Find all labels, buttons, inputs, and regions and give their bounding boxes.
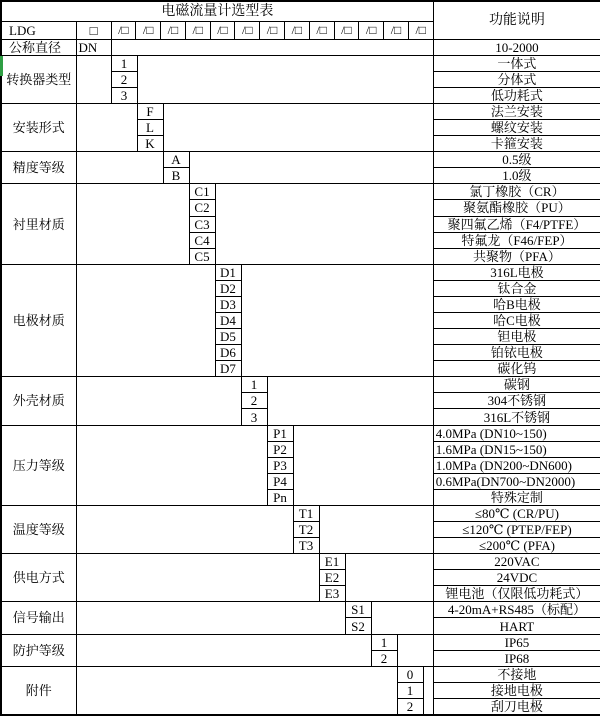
option-description: ≤80℃ (CR/PU) [433,505,600,521]
option-description: 特殊定制 [433,489,600,505]
option-code: P4 [267,473,293,489]
option-description: 不接地 [433,666,600,682]
category-label: 外壳材质 [1,377,76,425]
category-label: 衬里材质 [1,184,76,264]
model-code-box: /□ [235,22,260,39]
model-code-boxes [111,21,433,39]
option-code: P1 [267,425,293,441]
option-description: 4.0MPa (DN10~150) [433,425,600,441]
option-code: D5 [215,329,241,345]
spacer-cell [267,377,433,425]
option-code: P3 [267,457,293,473]
option-description: ≤120℃ (PTEP/FEP) [433,522,600,538]
option-code: DN [76,39,111,55]
option-code: C1 [189,184,215,200]
category-label: 电极材质 [1,264,76,377]
option-description: 24VDC [433,570,600,586]
option-code: F [137,103,163,119]
option-description: 锂电池（仅限低功耗式） [433,586,600,602]
spacer-cell [345,554,433,602]
option-code: 3 [241,409,267,425]
option-description: 316L不锈钢 [433,409,600,425]
spacer-cell [76,425,267,505]
option-description: IP68 [433,650,600,666]
option-description: 哈B电极 [433,296,600,312]
option-code: E1 [319,554,345,570]
option-description: ≤200℃ (PFA) [433,538,600,554]
category-label: 转换器类型 [1,55,76,103]
option-description: 一体式 [433,55,600,71]
model-code-box: /□ [285,22,310,39]
option-description: 法兰安装 [433,103,600,119]
model-code-box: /□ [211,22,236,39]
model-prefix: LDG [1,21,76,39]
model-code-box: /□ [384,22,409,39]
option-row [1,505,600,521]
spacer-cell [76,103,137,151]
spacer-cell [76,184,189,264]
option-row [1,666,600,682]
option-description: 304不锈钢 [433,393,600,409]
category-label: 精度等级 [1,152,76,184]
option-description: 1.0MPa (DN200~DN600) [433,457,600,473]
spacer-cell [76,666,397,715]
option-description: 共聚物（PFA） [433,248,600,264]
option-code: C5 [189,248,215,264]
spacer-cell [137,55,433,103]
option-description: 碳化钨 [433,361,600,377]
option-row [1,184,600,200]
option-description: 0.5级 [433,152,600,168]
option-row [1,103,600,119]
category-label: 安装形式 [1,103,76,151]
option-code: D3 [215,296,241,312]
spacer-cell [397,634,433,666]
model-code-box: /□ [260,22,285,39]
option-code: S2 [345,618,371,634]
spacer-cell [423,666,433,715]
option-description: 10-2000 [433,39,600,55]
spacer-cell [76,634,371,666]
category-label: 压力等级 [1,425,76,505]
option-row [1,377,600,393]
option-code: C4 [189,232,215,248]
option-code: 2 [111,71,137,87]
option-description: 0.6MPa(DN700~DN2000) [433,473,600,489]
model-code-box: /□ [112,22,137,39]
option-description: 1.0级 [433,168,600,184]
option-code: 1 [371,634,397,650]
table-title: 电磁流量计选型表 [1,1,433,21]
option-description: 220VAC [433,554,600,570]
spacer-cell [76,55,111,103]
category-label: 附件 [1,666,76,715]
model-code-box: /□ [161,22,186,39]
option-row [1,55,600,71]
header-row [1,1,600,21]
option-description: 刮刀电极 [433,698,600,715]
cell-selection-marker [0,56,3,76]
option-code: 3 [111,87,137,103]
model-code-box: /□ [415,22,427,37]
model-code-box: /□ [310,22,335,39]
option-description: 特氟龙（F46/FEP） [433,232,600,248]
option-description: 4-20mA+RS485（标配） [433,602,600,618]
option-code: Pn [267,489,293,505]
spacer-cell [111,39,433,55]
option-description: 螺纹安装 [433,120,600,136]
option-code: 0 [397,666,423,682]
option-row [1,634,600,650]
model-first-code-box: □ [76,21,111,39]
option-code: E2 [319,570,345,586]
spacer-cell [215,184,433,264]
model-code-box: /□ [186,22,211,39]
category-label: 供电方式 [1,554,76,602]
spacer-cell [76,152,163,184]
option-code: 1 [111,55,137,71]
option-description: 316L电极 [433,264,600,280]
code-box-strip [112,22,433,39]
option-code: D7 [215,361,241,377]
option-code: 2 [397,698,423,715]
option-code: D2 [215,280,241,296]
option-code: B [163,168,189,184]
option-description: 聚四氟乙烯（F4/PTFE） [433,216,600,232]
option-row [1,264,600,280]
option-code: D1 [215,264,241,280]
category-label: 温度等级 [1,505,76,553]
option-description: 卡箍安装 [433,136,600,152]
option-description: 接地电极 [433,682,600,698]
option-description: 铂铱电极 [433,345,600,361]
spacer-cell [189,152,433,184]
option-description: IP65 [433,634,600,650]
option-code: D4 [215,313,241,329]
option-description: 低功耗式 [433,87,600,103]
option-row [1,602,600,618]
option-description: 钽电极 [433,329,600,345]
spacer-cell [76,377,241,425]
option-code: C3 [189,216,215,232]
spacer-cell [241,264,433,377]
option-code: T2 [293,522,319,538]
option-description: 氯丁橡胶（CR） [433,184,600,200]
spacer-cell [76,602,345,634]
option-row [1,152,600,168]
category-label: 信号输出 [1,602,76,634]
option-row [1,554,600,570]
spacer-cell [293,425,433,505]
option-code: T3 [293,538,319,554]
option-description: 钛合金 [433,280,600,296]
option-code: D6 [215,345,241,361]
category-label: 公称直径 [1,39,76,55]
model-code-box: /□ [359,22,384,39]
option-description: 聚氨酯橡胶（PU） [433,200,600,216]
option-code: S1 [345,602,371,618]
option-description: 哈C电极 [433,313,600,329]
option-code: A [163,152,189,168]
spacer-cell [76,554,319,602]
spacer-cell [319,505,433,553]
option-row [1,425,600,441]
option-code: 2 [241,393,267,409]
model-code-box: /□ [335,22,360,39]
category-label: 防护等级 [1,634,76,666]
spacer-cell [163,103,433,151]
spacer-cell [76,264,215,377]
option-description: 1.6MPa (DN15~150) [433,441,600,457]
option-code: E3 [319,586,345,602]
option-description: HART [433,618,600,634]
diameter-row [1,39,600,55]
spacer-cell [371,602,433,634]
model-code-box: /□ [136,22,161,39]
option-code: 1 [397,682,423,698]
option-description: 分体式 [433,71,600,87]
option-code: 2 [371,650,397,666]
option-description: 碳钢 [433,377,600,393]
spacer-cell [76,505,293,553]
option-code: L [137,120,163,136]
option-code: K [137,136,163,152]
option-code: T1 [293,505,319,521]
function-column-header: 功能说明 [433,1,600,39]
option-code: C2 [189,200,215,216]
option-code: P2 [267,441,293,457]
option-code: 1 [241,377,267,393]
